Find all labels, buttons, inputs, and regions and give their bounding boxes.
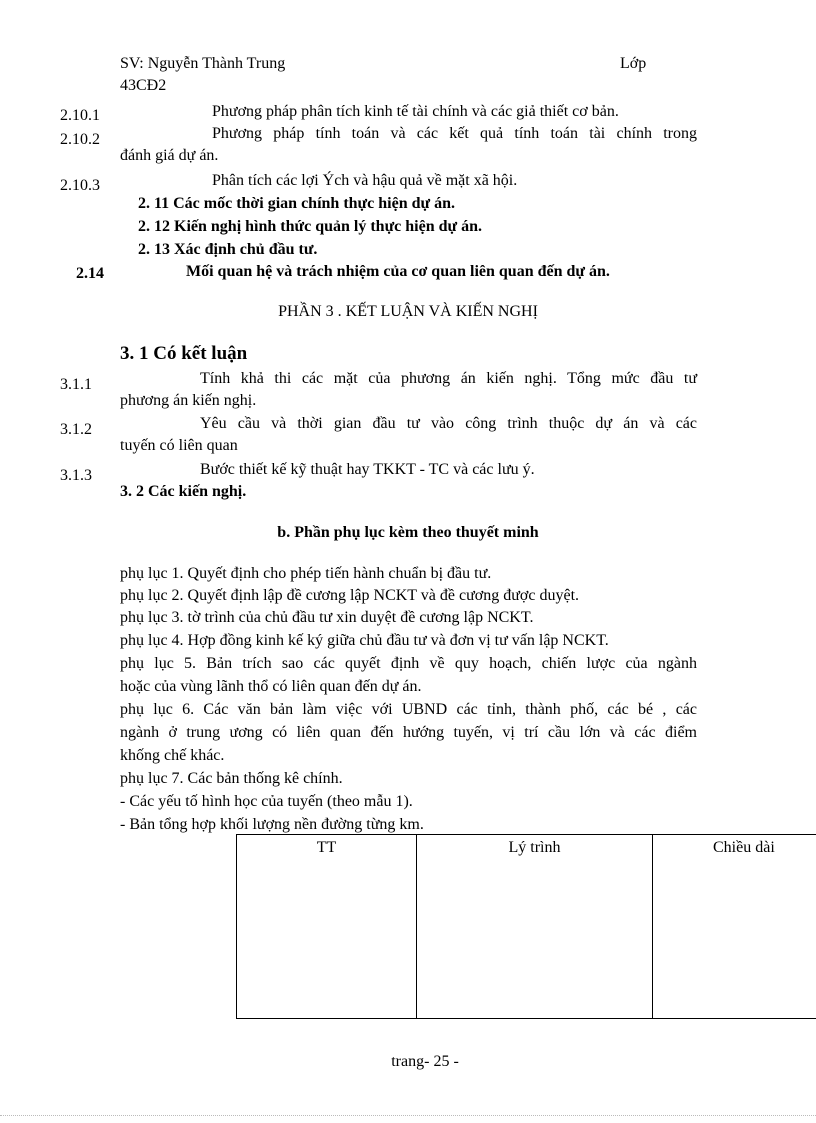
- appendix-item-6: phụ lục 6. Các văn bản làm việc với UBND các tỉnh, thành phố, các bé , các: [120, 701, 697, 718]
- appendix-item-6-cont: khống chế khác.: [120, 747, 225, 764]
- class-label: Lớp: [620, 55, 647, 72]
- bold-item: 2. 13 Xác định chủ đầu tư.: [138, 241, 318, 258]
- item-text: Mối quan hệ và trách nhiệm của cơ quan liên quan đến dự án.: [186, 263, 610, 280]
- appendix-item-3: phụ lục 3. tờ trình của chủ đầu tư xin duyệt đề cương lập NCKT.: [120, 609, 534, 626]
- table-header-ly-trinh: Lý trình: [417, 835, 653, 1019]
- page-bottom-divider: [0, 1115, 816, 1116]
- appendix-dash-1: - Các yếu tố hình học của tuyến (theo mẫu 1).: [120, 793, 413, 810]
- item-text-cont: tuyến có liên quan: [120, 437, 238, 454]
- item-number: 3.1.3: [60, 467, 92, 484]
- appendix-item-2: phụ lục 2. Quyết định lập đề cương lập NCKT và đề cương được duyệt.: [120, 587, 580, 604]
- class-code: 43CĐ2: [120, 77, 167, 94]
- appendix-item-4: phụ lục 4. Hợp đồng kinh kế ký giữa chủ đầu tư và đơn vị tư vấn lập NCKT.: [120, 632, 609, 649]
- item-number: 3.1.2: [60, 421, 92, 438]
- item-text-cont: đánh giá dự án.: [120, 147, 219, 164]
- item-text: Yêu cầu và thời gian đầu tư vào công trình thuộc dự án và các: [200, 415, 697, 432]
- recommend-heading: 3. 2 Các kiến nghị.: [120, 483, 247, 500]
- item-number: 3.1.1: [60, 376, 92, 393]
- item-number: 2.14: [76, 265, 104, 282]
- appendix-item-5-cont: hoặc của vùng lãnh thổ có liên quan đến dự án.: [120, 678, 422, 695]
- appendix-item-1: phụ lục 1. Quyết định cho phép tiến hành chuẩn bị đầu tư.: [120, 565, 492, 582]
- appendix-item-6-cont: ngành ở trung ương có liên quan đến hướng tuyến, vị trí cầu lớn và các điểm: [120, 724, 697, 741]
- item-number: 2.10.1: [60, 107, 100, 124]
- volume-table: [236, 834, 816, 1019]
- item-text: Phương pháp tính toán và các kết quả tính toán tài chính trong: [212, 125, 697, 142]
- bold-item: 2. 12 Kiến nghị hình thức quản lý thực hiện dự án.: [138, 218, 483, 235]
- appendix-item-7: phụ lục 7. Các bản thống kê chính.: [120, 770, 343, 787]
- table-row: [237, 835, 816, 1019]
- appendix-dash-2: - Bản tổng hợp khối lượng nền đường từng km.: [120, 816, 424, 833]
- appendix-item-5: phụ lục 5. Bản trích sao các quyết định về quy hoạch, chiến lược của ngành: [120, 655, 697, 672]
- conclusion-heading: 3. 1 Có kết luận: [120, 343, 248, 364]
- item-number: 2.10.3: [60, 177, 100, 194]
- bold-item: 2. 11 Các mốc thời gian chính thực hiện dự án.: [138, 195, 455, 212]
- table-header-chieu-dai: Chiều dài: [653, 835, 816, 1019]
- student-name: SV: Nguyễn Thành Trung: [120, 55, 286, 72]
- item-text: Phương pháp phân tích kinh tế tài chính và các giả thiết cơ bản.: [212, 103, 619, 120]
- part3-title: PHẦN 3 . KẾT LUẬN VÀ KIẾN NGHỊ: [278, 303, 538, 320]
- item-text: Phân tích các lợi Ých và hậu quả về mặt xã hội.: [212, 172, 518, 189]
- item-text-cont: phương án kiến nghị.: [120, 392, 257, 409]
- table-header-tt: TT: [237, 835, 417, 1019]
- appendix-title: b. Phần phụ lục kèm theo thuyết minh: [277, 524, 539, 541]
- item-text: Tính khả thi các mặt của phương án kiến nghị. Tổng mức đầu tư: [200, 370, 697, 387]
- item-text: Bước thiết kế kỹ thuật hay TKKT - TC và các lưu ý.: [200, 461, 535, 478]
- item-number: 2.10.2: [60, 131, 100, 148]
- page-number: trang- 25 -: [391, 1053, 459, 1070]
